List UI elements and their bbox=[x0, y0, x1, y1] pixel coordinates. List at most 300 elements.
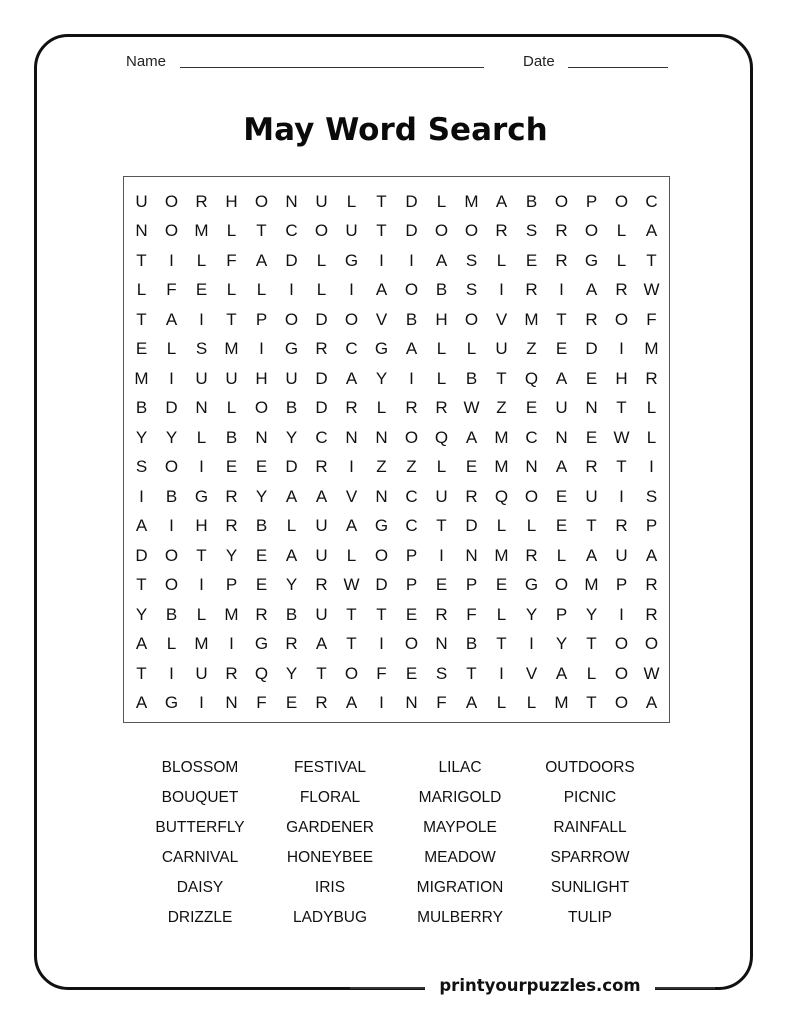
grid-cell[interactable]: L bbox=[466, 339, 477, 359]
grid-cell[interactable]: E bbox=[225, 457, 238, 477]
grid-cell[interactable]: T bbox=[496, 634, 507, 654]
grid-cell[interactable]: E bbox=[135, 339, 148, 359]
grid-cell[interactable]: C bbox=[405, 516, 418, 536]
grid-cell[interactable]: B bbox=[165, 486, 178, 506]
grid-cell[interactable]: I bbox=[379, 634, 384, 654]
grid-cell[interactable]: I bbox=[649, 457, 654, 477]
grid-cell[interactable]: Y bbox=[555, 634, 568, 654]
grid-cell[interactable]: L bbox=[496, 516, 507, 536]
grid-cell[interactable]: A bbox=[465, 427, 478, 447]
grid-cell[interactable]: A bbox=[465, 693, 478, 713]
grid-cell[interactable]: N bbox=[375, 427, 388, 447]
grid-cell[interactable]: P bbox=[585, 191, 598, 211]
grid-cell[interactable]: B bbox=[465, 634, 478, 654]
grid-cell[interactable]: A bbox=[405, 339, 418, 359]
grid-cell[interactable]: L bbox=[436, 457, 447, 477]
grid-cell[interactable]: R bbox=[435, 604, 448, 624]
grid-cell[interactable]: I bbox=[379, 250, 384, 270]
grid-cell[interactable]: V bbox=[525, 663, 538, 683]
grid-cell[interactable]: N bbox=[465, 545, 478, 565]
grid-cell[interactable]: A bbox=[315, 486, 328, 506]
grid-cell[interactable]: A bbox=[345, 516, 358, 536]
grid-cell[interactable]: D bbox=[285, 250, 298, 270]
grid-cell[interactable]: L bbox=[376, 398, 387, 418]
grid-cell[interactable]: U bbox=[225, 368, 238, 388]
grid-cell[interactable]: B bbox=[405, 309, 418, 329]
grid-cell[interactable]: A bbox=[285, 486, 298, 506]
grid-cell[interactable]: I bbox=[409, 250, 414, 270]
grid-cell[interactable]: E bbox=[555, 486, 568, 506]
grid-cell[interactable]: T bbox=[616, 398, 627, 418]
grid-cell[interactable]: A bbox=[255, 250, 268, 270]
grid-cell[interactable]: P bbox=[555, 604, 568, 624]
grid-cell[interactable]: N bbox=[375, 486, 388, 506]
grid-cell[interactable]: U bbox=[315, 516, 328, 536]
grid-cell[interactable]: L bbox=[586, 663, 597, 683]
grid-cell[interactable]: A bbox=[345, 693, 358, 713]
grid-cell[interactable]: E bbox=[525, 250, 538, 270]
grid-cell[interactable]: I bbox=[529, 634, 534, 654]
grid-cell[interactable]: P bbox=[645, 516, 658, 536]
grid-cell[interactable]: O bbox=[254, 191, 269, 211]
grid-cell[interactable]: F bbox=[436, 693, 447, 713]
grid-cell[interactable]: L bbox=[286, 516, 297, 536]
grid-cell[interactable]: O bbox=[614, 693, 629, 713]
grid-cell[interactable]: O bbox=[164, 221, 179, 241]
grid-cell[interactable]: L bbox=[256, 280, 267, 300]
grid-cell[interactable]: D bbox=[465, 516, 478, 536]
grid-cell[interactable]: G bbox=[374, 339, 389, 359]
grid-cell[interactable]: I bbox=[619, 339, 624, 359]
grid-cell[interactable]: E bbox=[465, 457, 478, 477]
grid-cell[interactable]: A bbox=[135, 516, 148, 536]
grid-cell[interactable]: R bbox=[525, 280, 538, 300]
grid-cell[interactable]: H bbox=[255, 368, 268, 388]
grid-cell[interactable]: O bbox=[404, 427, 419, 447]
grid-cell[interactable]: N bbox=[585, 398, 598, 418]
grid-cell[interactable]: L bbox=[226, 280, 237, 300]
grid-cell[interactable]: I bbox=[169, 368, 174, 388]
grid-cell[interactable]: I bbox=[439, 545, 444, 565]
grid-cell[interactable]: E bbox=[255, 457, 268, 477]
grid-cell[interactable]: R bbox=[315, 339, 328, 359]
grid-cell[interactable]: R bbox=[405, 398, 418, 418]
grid-cell[interactable]: I bbox=[349, 457, 354, 477]
grid-cell[interactable]: R bbox=[285, 634, 298, 654]
grid-cell[interactable]: O bbox=[644, 634, 659, 654]
grid-cell[interactable]: C bbox=[525, 427, 538, 447]
grid-cell[interactable]: O bbox=[344, 663, 359, 683]
grid-cell[interactable]: M bbox=[494, 427, 509, 447]
grid-cell[interactable]: V bbox=[375, 309, 388, 329]
grid-cell[interactable]: I bbox=[379, 693, 384, 713]
grid-cell[interactable]: R bbox=[555, 221, 568, 241]
grid-cell[interactable]: B bbox=[135, 398, 148, 418]
grid-cell[interactable]: Q bbox=[494, 486, 509, 506]
grid-cell[interactable]: T bbox=[316, 663, 327, 683]
grid-cell[interactable]: C bbox=[285, 221, 298, 241]
name-field-line[interactable] bbox=[180, 67, 484, 68]
grid-cell[interactable]: Y bbox=[585, 604, 598, 624]
grid-cell[interactable]: I bbox=[559, 280, 564, 300]
grid-cell[interactable]: N bbox=[225, 693, 238, 713]
grid-cell[interactable]: T bbox=[136, 663, 147, 683]
grid-cell[interactable]: A bbox=[495, 191, 508, 211]
grid-cell[interactable]: N bbox=[555, 427, 568, 447]
grid-cell[interactable]: I bbox=[499, 663, 504, 683]
grid-cell[interactable]: R bbox=[315, 457, 328, 477]
grid-cell[interactable]: I bbox=[199, 457, 204, 477]
grid-cell[interactable]: B bbox=[465, 368, 478, 388]
grid-cell[interactable]: R bbox=[345, 398, 358, 418]
grid-cell[interactable]: T bbox=[256, 221, 267, 241]
grid-cell[interactable]: I bbox=[619, 604, 624, 624]
grid-cell[interactable]: M bbox=[644, 339, 659, 359]
grid-cell[interactable]: E bbox=[195, 280, 208, 300]
grid-cell[interactable]: E bbox=[285, 693, 298, 713]
grid-cell[interactable]: I bbox=[619, 486, 624, 506]
grid-cell[interactable]: I bbox=[169, 250, 174, 270]
grid-cell[interactable]: D bbox=[135, 545, 148, 565]
grid-cell[interactable]: I bbox=[229, 634, 234, 654]
grid-cell[interactable]: F bbox=[646, 309, 657, 329]
grid-cell[interactable]: T bbox=[436, 516, 447, 536]
grid-cell[interactable]: L bbox=[616, 250, 627, 270]
grid-cell[interactable]: V bbox=[345, 486, 358, 506]
grid-cell[interactable]: M bbox=[194, 634, 209, 654]
grid-cell[interactable]: T bbox=[586, 516, 597, 536]
grid-cell[interactable]: L bbox=[346, 191, 357, 211]
grid-cell[interactable]: T bbox=[496, 368, 507, 388]
grid-cell[interactable]: D bbox=[285, 457, 298, 477]
grid-cell[interactable]: S bbox=[435, 663, 448, 683]
grid-cell[interactable]: G bbox=[164, 693, 179, 713]
grid-cell[interactable]: O bbox=[614, 663, 629, 683]
grid-cell[interactable]: Y bbox=[375, 368, 388, 388]
grid-cell[interactable]: T bbox=[586, 634, 597, 654]
grid-cell[interactable]: D bbox=[165, 398, 178, 418]
grid-cell[interactable]: L bbox=[496, 693, 507, 713]
grid-cell[interactable]: L bbox=[496, 604, 507, 624]
grid-cell[interactable]: O bbox=[434, 221, 449, 241]
grid-cell[interactable]: Y bbox=[285, 663, 298, 683]
grid-cell[interactable]: B bbox=[165, 604, 178, 624]
grid-cell[interactable]: L bbox=[526, 693, 537, 713]
grid-cell[interactable]: G bbox=[524, 575, 539, 595]
grid-cell[interactable]: Q bbox=[254, 663, 269, 683]
grid-cell[interactable]: E bbox=[405, 663, 418, 683]
grid-cell[interactable]: E bbox=[255, 545, 268, 565]
grid-cell[interactable]: E bbox=[585, 427, 598, 447]
grid-cell[interactable]: O bbox=[404, 280, 419, 300]
grid-cell[interactable]: R bbox=[645, 575, 658, 595]
grid-cell[interactable]: T bbox=[376, 191, 387, 211]
grid-cell[interactable]: W bbox=[343, 575, 360, 595]
grid-cell[interactable]: R bbox=[585, 309, 598, 329]
grid-cell[interactable]: O bbox=[164, 191, 179, 211]
grid-cell[interactable]: N bbox=[405, 693, 418, 713]
grid-cell[interactable]: L bbox=[136, 280, 147, 300]
grid-cell[interactable]: T bbox=[586, 693, 597, 713]
grid-cell[interactable]: O bbox=[614, 309, 629, 329]
grid-cell[interactable]: D bbox=[315, 398, 328, 418]
grid-cell[interactable]: C bbox=[645, 191, 658, 211]
grid-cell[interactable]: A bbox=[585, 545, 598, 565]
grid-cell[interactable]: Y bbox=[225, 545, 238, 565]
grid-cell[interactable]: H bbox=[195, 516, 208, 536]
grid-cell[interactable]: R bbox=[435, 398, 448, 418]
grid-cell[interactable]: L bbox=[436, 191, 447, 211]
grid-cell[interactable]: U bbox=[435, 486, 448, 506]
grid-cell[interactable]: F bbox=[376, 663, 387, 683]
grid-cell[interactable]: G bbox=[584, 250, 599, 270]
grid-cell[interactable]: O bbox=[554, 575, 569, 595]
grid-cell[interactable]: R bbox=[225, 486, 238, 506]
grid-cell[interactable]: A bbox=[135, 634, 148, 654]
grid-cell[interactable]: C bbox=[345, 339, 358, 359]
grid-cell[interactable]: Z bbox=[526, 339, 537, 359]
grid-cell[interactable]: T bbox=[136, 575, 147, 595]
grid-cell[interactable]: O bbox=[554, 191, 569, 211]
grid-cell[interactable]: R bbox=[615, 516, 628, 536]
grid-cell[interactable]: I bbox=[289, 280, 294, 300]
grid-cell[interactable]: M bbox=[134, 368, 149, 388]
grid-cell[interactable]: R bbox=[465, 486, 478, 506]
grid-cell[interactable]: N bbox=[435, 634, 448, 654]
grid-cell[interactable]: R bbox=[495, 221, 508, 241]
grid-cell[interactable]: L bbox=[436, 368, 447, 388]
grid-cell[interactable]: B bbox=[225, 427, 238, 447]
grid-cell[interactable]: G bbox=[374, 516, 389, 536]
grid-cell[interactable]: L bbox=[556, 545, 567, 565]
grid-cell[interactable]: G bbox=[344, 250, 359, 270]
grid-cell[interactable]: A bbox=[435, 250, 448, 270]
grid-cell[interactable]: Y bbox=[285, 427, 298, 447]
grid-cell[interactable]: O bbox=[584, 221, 599, 241]
grid-cell[interactable]: U bbox=[315, 604, 328, 624]
grid-cell[interactable]: Y bbox=[165, 427, 178, 447]
grid-cell[interactable]: A bbox=[645, 221, 658, 241]
grid-cell[interactable]: A bbox=[345, 368, 358, 388]
grid-cell[interactable]: N bbox=[285, 191, 298, 211]
grid-cell[interactable]: P bbox=[255, 309, 268, 329]
grid-cell[interactable]: A bbox=[285, 545, 298, 565]
grid-cell[interactable]: S bbox=[645, 486, 658, 506]
grid-cell[interactable]: P bbox=[405, 575, 418, 595]
grid-cell[interactable]: R bbox=[555, 250, 568, 270]
grid-cell[interactable]: R bbox=[225, 516, 238, 536]
grid-cell[interactable]: T bbox=[346, 634, 357, 654]
grid-cell[interactable]: M bbox=[464, 191, 479, 211]
grid-cell[interactable]: R bbox=[615, 280, 628, 300]
grid-cell[interactable]: E bbox=[555, 516, 568, 536]
grid-cell[interactable]: F bbox=[226, 250, 237, 270]
grid-cell[interactable]: F bbox=[166, 280, 177, 300]
grid-cell[interactable]: A bbox=[375, 280, 388, 300]
grid-cell[interactable]: M bbox=[494, 545, 509, 565]
grid-cell[interactable]: I bbox=[169, 516, 174, 536]
grid-cell[interactable]: E bbox=[255, 575, 268, 595]
grid-cell[interactable]: B bbox=[255, 516, 268, 536]
grid-cell[interactable]: B bbox=[285, 398, 298, 418]
grid-cell[interactable]: R bbox=[645, 368, 658, 388]
grid-cell[interactable]: Z bbox=[376, 457, 387, 477]
grid-cell[interactable]: L bbox=[196, 427, 207, 447]
grid-cell[interactable]: F bbox=[466, 604, 477, 624]
grid-cell[interactable]: A bbox=[135, 693, 148, 713]
grid-cell[interactable]: Q bbox=[434, 427, 449, 447]
grid-cell[interactable]: L bbox=[616, 221, 627, 241]
grid-cell[interactable]: L bbox=[526, 516, 537, 536]
grid-cell[interactable]: D bbox=[405, 191, 418, 211]
grid-cell[interactable]: R bbox=[645, 604, 658, 624]
grid-cell[interactable]: O bbox=[314, 221, 329, 241]
grid-cell[interactable]: G bbox=[254, 634, 269, 654]
grid-cell[interactable]: L bbox=[646, 398, 657, 418]
grid-cell[interactable]: A bbox=[585, 280, 598, 300]
grid-cell[interactable]: L bbox=[646, 427, 657, 447]
grid-cell[interactable]: I bbox=[199, 575, 204, 595]
grid-cell[interactable]: Y bbox=[135, 427, 148, 447]
grid-cell[interactable]: L bbox=[496, 250, 507, 270]
grid-cell[interactable]: D bbox=[315, 368, 328, 388]
grid-cell[interactable]: L bbox=[226, 221, 237, 241]
grid-cell[interactable]: I bbox=[169, 663, 174, 683]
grid-cell[interactable]: D bbox=[375, 575, 388, 595]
grid-cell[interactable]: W bbox=[463, 398, 480, 418]
grid-cell[interactable]: Y bbox=[255, 486, 268, 506]
grid-cell[interactable]: E bbox=[435, 575, 448, 595]
grid-cell[interactable]: I bbox=[199, 693, 204, 713]
grid-cell[interactable]: U bbox=[615, 545, 628, 565]
grid-cell[interactable]: B bbox=[525, 191, 538, 211]
grid-cell[interactable]: L bbox=[226, 398, 237, 418]
grid-cell[interactable]: A bbox=[645, 545, 658, 565]
grid-cell[interactable]: U bbox=[135, 191, 148, 211]
grid-cell[interactable]: G bbox=[284, 339, 299, 359]
grid-cell[interactable]: I bbox=[349, 280, 354, 300]
grid-cell[interactable]: N bbox=[135, 221, 148, 241]
grid-cell[interactable]: L bbox=[196, 250, 207, 270]
grid-cell[interactable]: L bbox=[196, 604, 207, 624]
grid-cell[interactable]: B bbox=[285, 604, 298, 624]
grid-cell[interactable]: U bbox=[345, 221, 358, 241]
grid-cell[interactable]: I bbox=[499, 280, 504, 300]
grid-cell[interactable]: T bbox=[376, 604, 387, 624]
grid-cell[interactable]: G bbox=[194, 486, 209, 506]
grid-cell[interactable]: S bbox=[195, 339, 208, 359]
grid-cell[interactable]: O bbox=[284, 309, 299, 329]
grid-cell[interactable]: U bbox=[555, 398, 568, 418]
grid-cell[interactable]: S bbox=[135, 457, 148, 477]
grid-cell[interactable]: U bbox=[495, 339, 508, 359]
grid-cell[interactable]: U bbox=[315, 545, 328, 565]
grid-cell[interactable]: Z bbox=[406, 457, 417, 477]
grid-cell[interactable]: O bbox=[524, 486, 539, 506]
grid-cell[interactable]: R bbox=[255, 604, 268, 624]
grid-cell[interactable]: O bbox=[614, 191, 629, 211]
grid-cell[interactable]: O bbox=[254, 398, 269, 418]
grid-cell[interactable]: W bbox=[613, 427, 630, 447]
grid-cell[interactable]: W bbox=[643, 663, 660, 683]
grid-cell[interactable]: O bbox=[164, 545, 179, 565]
grid-cell[interactable]: A bbox=[315, 634, 328, 654]
grid-cell[interactable]: C bbox=[315, 427, 328, 447]
grid-cell[interactable]: T bbox=[136, 309, 147, 329]
grid-cell[interactable]: A bbox=[555, 368, 568, 388]
grid-cell[interactable]: P bbox=[465, 575, 478, 595]
grid-cell[interactable]: N bbox=[195, 398, 208, 418]
grid-cell[interactable]: M bbox=[224, 604, 239, 624]
grid-cell[interactable]: M bbox=[194, 221, 209, 241]
grid-cell[interactable]: R bbox=[195, 191, 208, 211]
grid-cell[interactable]: N bbox=[525, 457, 538, 477]
grid-cell[interactable]: M bbox=[494, 457, 509, 477]
grid-cell[interactable]: R bbox=[225, 663, 238, 683]
grid-cell[interactable]: O bbox=[164, 575, 179, 595]
grid-cell[interactable]: M bbox=[224, 339, 239, 359]
grid-cell[interactable]: H bbox=[615, 368, 628, 388]
grid-cell[interactable]: A bbox=[555, 457, 568, 477]
grid-cell[interactable]: L bbox=[316, 250, 327, 270]
grid-cell[interactable]: O bbox=[344, 309, 359, 329]
grid-cell[interactable]: D bbox=[585, 339, 598, 359]
grid-cell[interactable]: E bbox=[585, 368, 598, 388]
grid-cell[interactable]: O bbox=[464, 221, 479, 241]
grid-cell[interactable]: L bbox=[316, 280, 327, 300]
grid-cell[interactable]: M bbox=[554, 693, 569, 713]
grid-cell[interactable]: V bbox=[495, 309, 508, 329]
grid-cell[interactable]: B bbox=[435, 280, 448, 300]
grid-cell[interactable]: U bbox=[315, 191, 328, 211]
grid-cell[interactable]: S bbox=[525, 221, 538, 241]
grid-cell[interactable]: R bbox=[315, 575, 328, 595]
grid-cell[interactable]: T bbox=[376, 221, 387, 241]
grid-cell[interactable]: Y bbox=[285, 575, 298, 595]
grid-cell[interactable]: D bbox=[405, 221, 418, 241]
grid-cell[interactable]: S bbox=[465, 250, 478, 270]
grid-cell[interactable]: W bbox=[643, 280, 660, 300]
grid-cell[interactable]: H bbox=[435, 309, 448, 329]
grid-cell[interactable]: U bbox=[195, 368, 208, 388]
grid-cell[interactable]: S bbox=[465, 280, 478, 300]
grid-cell[interactable]: D bbox=[315, 309, 328, 329]
grid-cell[interactable]: T bbox=[616, 457, 627, 477]
grid-cell[interactable]: E bbox=[525, 398, 538, 418]
grid-cell[interactable]: U bbox=[195, 663, 208, 683]
grid-cell[interactable]: O bbox=[164, 457, 179, 477]
grid-cell[interactable]: Q bbox=[524, 368, 539, 388]
grid-cell[interactable]: U bbox=[585, 486, 598, 506]
grid-cell[interactable]: T bbox=[196, 545, 207, 565]
grid-cell[interactable]: T bbox=[646, 250, 657, 270]
grid-cell[interactable]: A bbox=[645, 693, 658, 713]
grid-cell[interactable]: P bbox=[615, 575, 628, 595]
grid-cell[interactable]: F bbox=[256, 693, 267, 713]
grid-cell[interactable]: H bbox=[225, 191, 238, 211]
grid-cell[interactable]: O bbox=[404, 634, 419, 654]
grid-cell[interactable]: R bbox=[525, 545, 538, 565]
grid-cell[interactable]: P bbox=[225, 575, 238, 595]
grid-cell[interactable]: C bbox=[405, 486, 418, 506]
grid-cell[interactable]: I bbox=[409, 368, 414, 388]
grid-cell[interactable]: E bbox=[495, 575, 508, 595]
grid-cell[interactable]: T bbox=[346, 604, 357, 624]
grid-cell[interactable]: M bbox=[584, 575, 599, 595]
grid-cell[interactable]: T bbox=[466, 663, 477, 683]
grid-cell[interactable]: Z bbox=[496, 398, 507, 418]
grid-cell[interactable]: T bbox=[556, 309, 567, 329]
